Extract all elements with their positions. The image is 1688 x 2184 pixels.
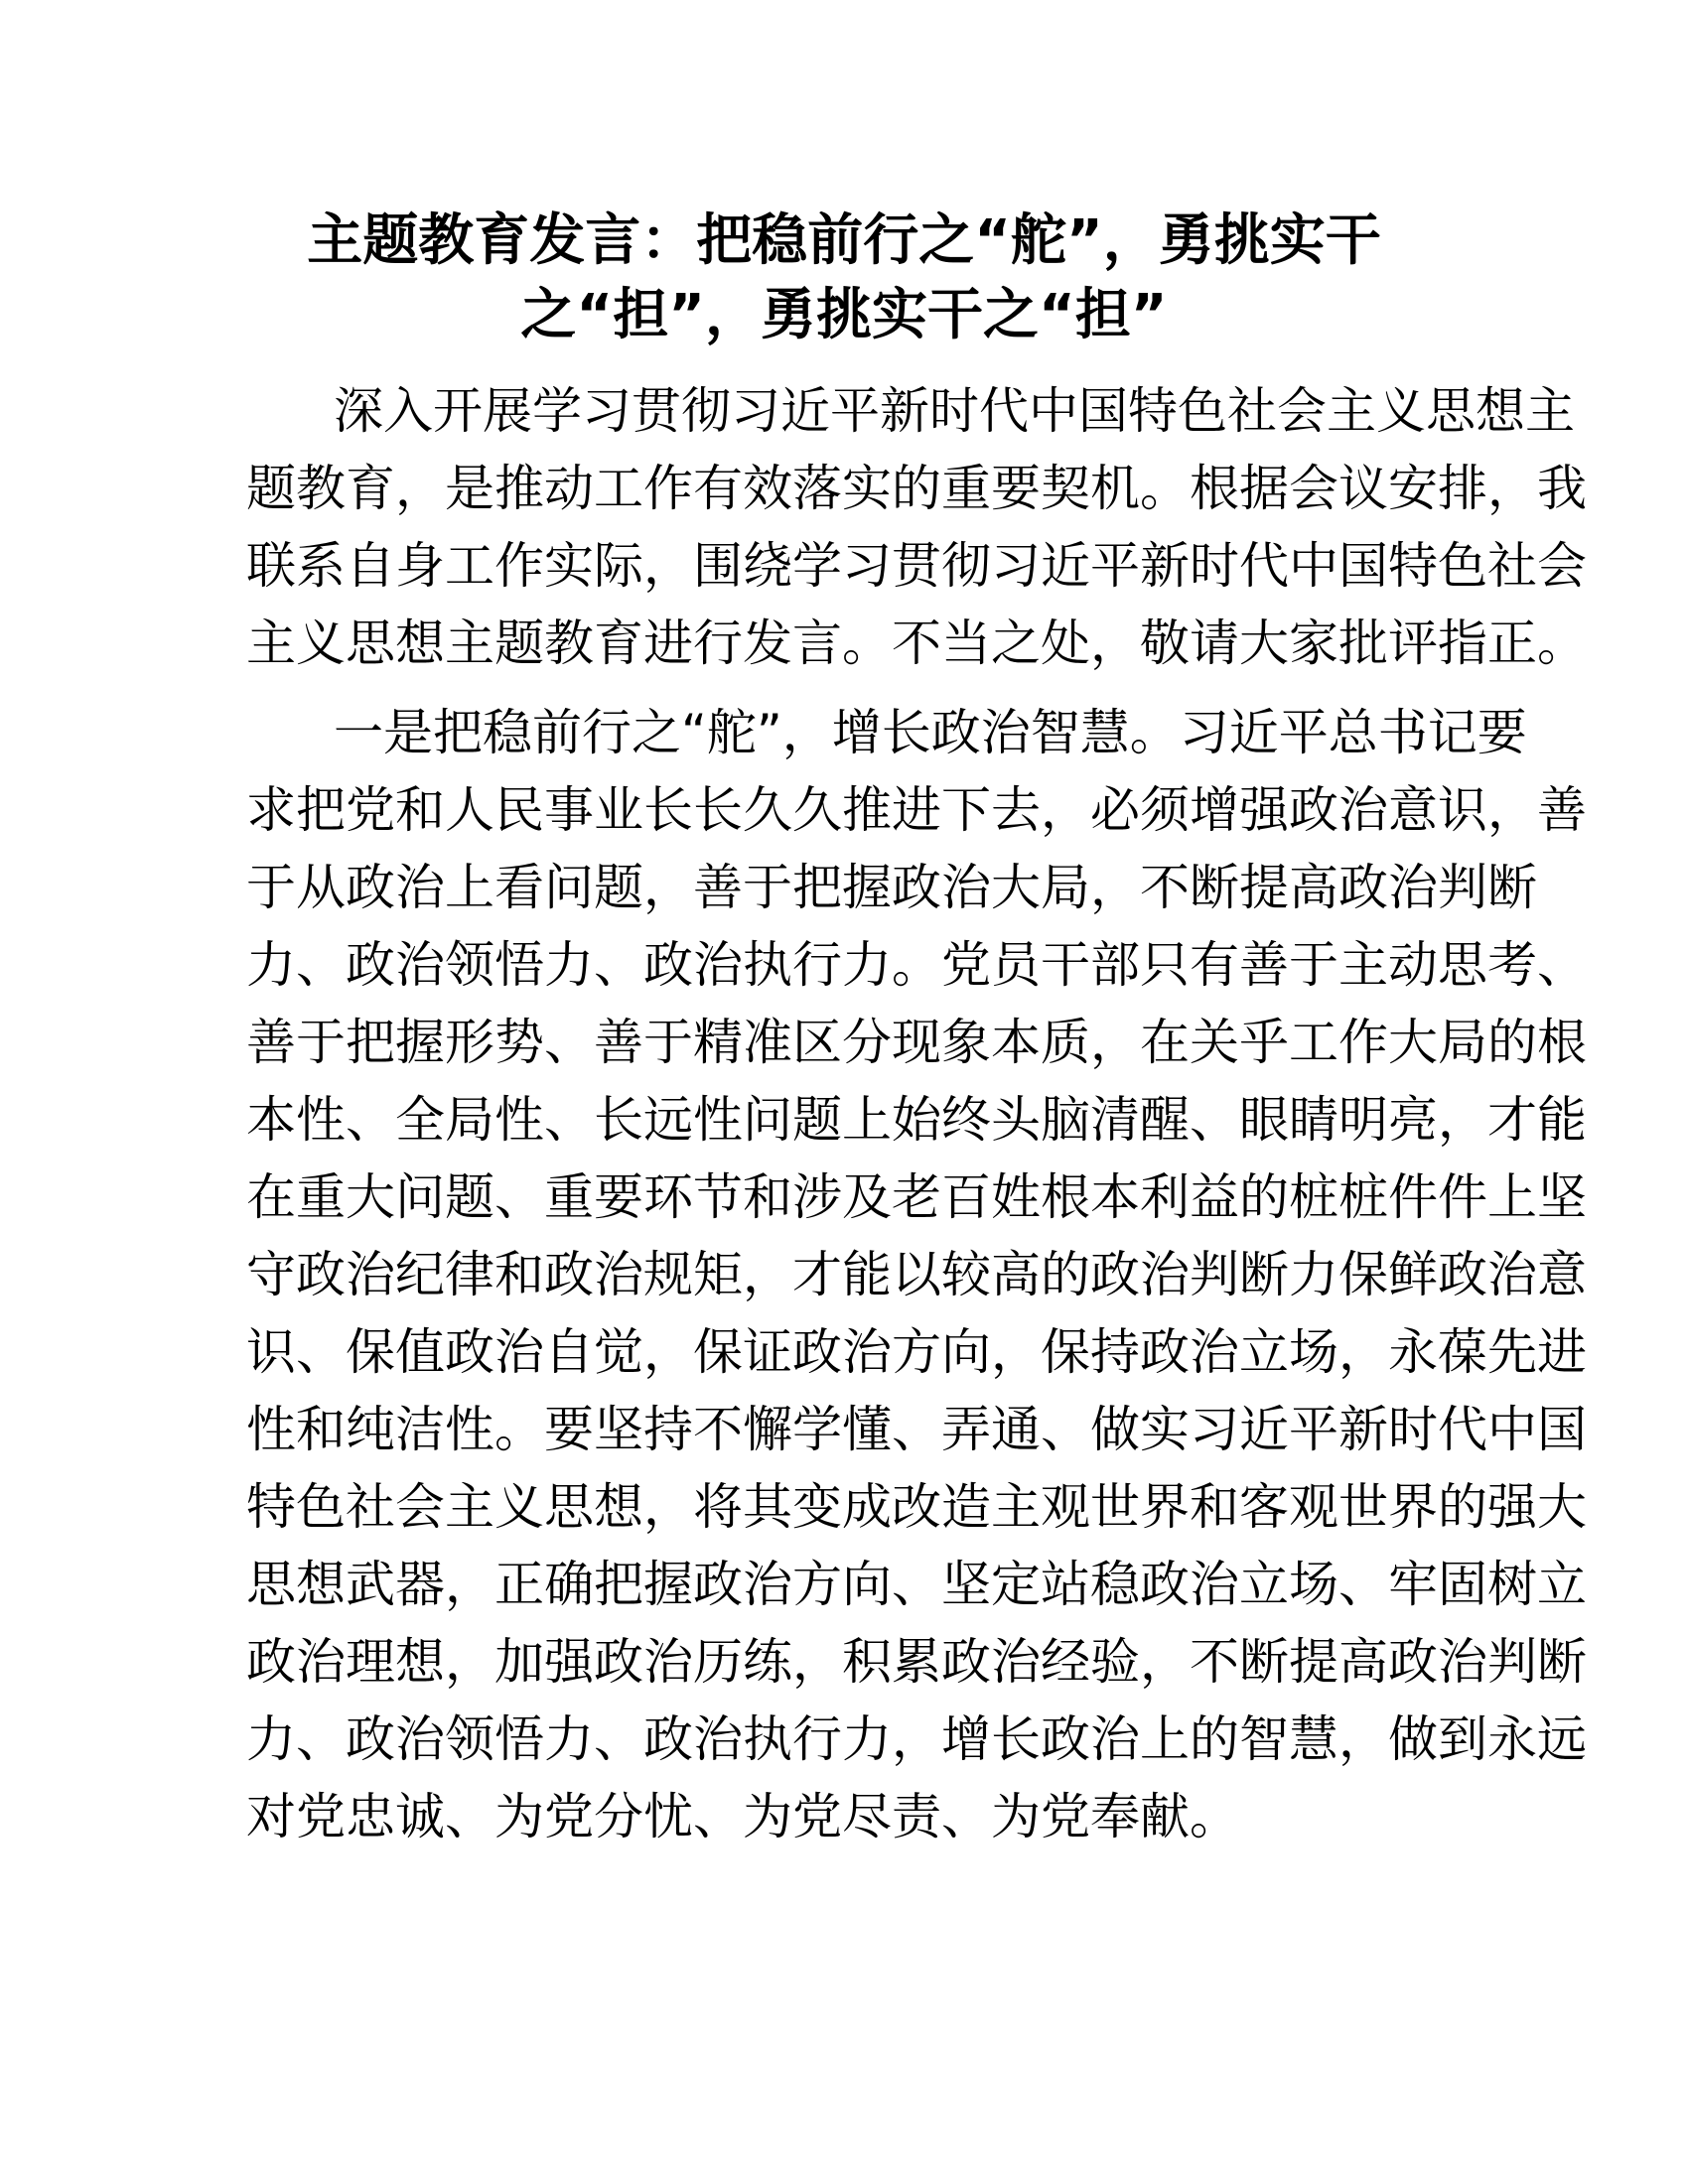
document-title [228,204,1460,352]
paragraph-line: 性和纯洁性。要坚持不懈学懂、弄通、做实习近平新时代中国 [246,1401,1587,1458]
paragraph-line: 在重大问题、重要环节和涉及老百姓根本利益的桩桩件件上坚 [246,1168,1587,1226]
title-line: 之“担”，勇挑实干之“担” [520,283,1168,347]
paragraph-line: 特色社会主义思想，将其变成改造主观世界和客观世界的强大 [246,1478,1587,1536]
paragraph-line: 求把党和人民事业长长久久推进下去，必须增强政治意识，善 [246,781,1587,839]
paragraph [246,694,1587,1855]
paragraph-line: 于从政治上看问题，善于把握政治大局，不断提高政治判断 [246,859,1537,916]
paragraph-line: 识、保值政治自觉，保证政治方向，保持政治立场，永葆先进 [246,1323,1587,1381]
paragraph-line: 善于把握形势、善于精准区分现象本质，在关乎工作大局的根 [246,1014,1587,1071]
paragraph-line: 政治理想，加强政治历练，积累政治经验，不断提高政治判断 [246,1633,1587,1691]
paragraph-line: 联系自身工作实际，围绕学习贯彻习近平新时代中国特色社会 [246,537,1587,595]
paragraph-line: 一是把稳前行之“舵”，增长政治智慧。习近平总书记要 [334,704,1527,761]
paragraph-line: 力、政治领悟力、政治执行力，增长政治上的智慧，做到永远 [246,1710,1587,1768]
paragraph-line: 力、政治领悟力、政治执行力。党员干部只有善于主动思考、 [246,936,1587,994]
paragraph [246,372,1587,682]
paragraph-line: 思想武器，正确把握政治方向、坚定站稳政治立场、牢固树立 [246,1556,1587,1613]
paragraph-line: 深入开展学习贯彻习近平新时代中国特色社会主义思想主 [334,382,1575,440]
paragraph-line: 主义思想主题教育进行发言。不当之处，敬请大家批评指正。 [246,614,1587,672]
paragraph-line: 守政治纪律和政治规矩，才能以较高的政治判断力保鲜政治意 [246,1246,1587,1303]
title-line: 主题教育发言：把稳前行之“舵”，勇挑实干 [307,208,1381,273]
paragraph-line: 对党忠诚、为党分忧、为党尽责、为党奉献。 [246,1788,1239,1845]
paragraph-line: 题教育，是推动工作有效落实的重要契机。根据会议安排，我 [246,460,1587,517]
paragraph-line: 本性、全局性、长远性问题上始终头脑清醒、眼睛明亮，才能 [246,1091,1587,1149]
document-body [246,372,1587,1867]
